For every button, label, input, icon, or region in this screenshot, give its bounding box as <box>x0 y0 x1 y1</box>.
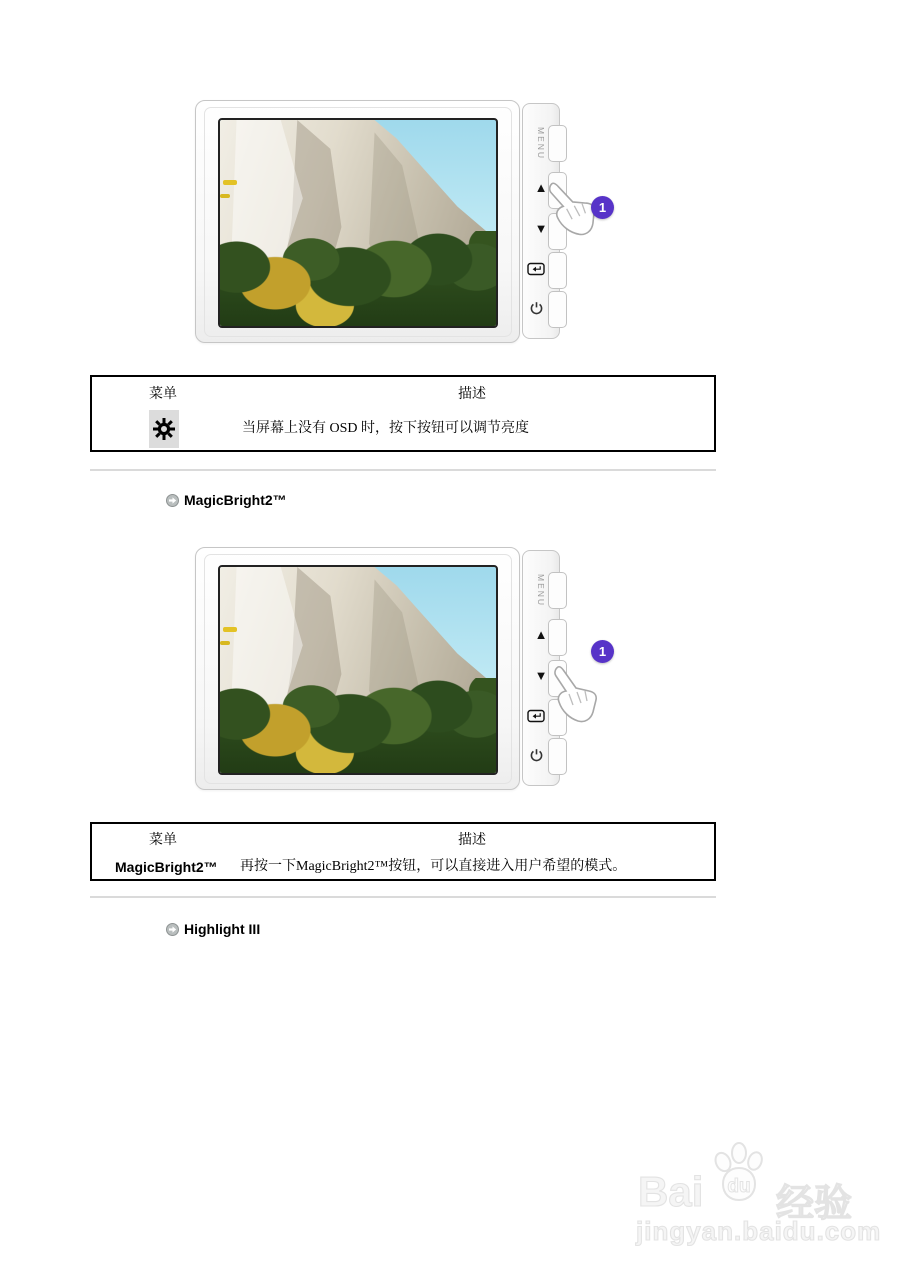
watermark-url: jingyan.baidu.com <box>636 1216 882 1246</box>
column-header-menu: 菜单 <box>149 387 177 402</box>
description-text: 当屏幕上没有 OSD 时，按下按钮可以调节亮度 <box>242 421 530 436</box>
down-arrow-icon: ▼ <box>534 668 548 683</box>
section-divider <box>90 896 716 898</box>
foliage-mark <box>223 180 237 185</box>
step-badge-1: 1 <box>591 196 614 219</box>
column-header-menu: 菜单 <box>149 833 177 848</box>
treeline <box>220 231 496 326</box>
menu-item-magicbright2: MagicBright2™ <box>115 859 218 875</box>
description-text: 再按一下MagicBright2™按钮，可以直接进入用户希望的模式。 <box>240 859 627 874</box>
power-button-tab <box>548 291 567 328</box>
brightness-icon-cell <box>149 410 179 448</box>
foliage-mark <box>220 641 230 645</box>
power-icon <box>529 301 544 316</box>
enter-button-tab <box>548 252 567 289</box>
up-arrow-icon: ▲ <box>534 180 548 195</box>
section-divider <box>90 469 716 471</box>
menu-description-table-2 <box>90 822 716 881</box>
down-arrow-icon: ▼ <box>534 221 548 236</box>
watermark-brand-text: Bai <box>638 1168 704 1215</box>
section-heading-label: Highlight III <box>184 921 261 937</box>
power-button-tab <box>548 738 567 775</box>
monitor-illustration-1 <box>195 100 635 352</box>
enter-icon <box>527 709 545 723</box>
menu-button-label: MENU <box>536 127 546 161</box>
column-header-description: 描述 <box>458 387 486 402</box>
section-heading-highlight3 <box>166 921 260 937</box>
foliage-mark <box>220 194 230 198</box>
monitor-screen-photo <box>218 118 498 328</box>
baidu-paw-icon <box>706 1142 772 1204</box>
step-badge-1: 1 <box>591 640 614 663</box>
monitor-screen-photo <box>218 565 498 775</box>
arrow-bullet-icon <box>166 923 179 936</box>
hand-pointer-icon <box>549 664 601 730</box>
menu-description-table-1 <box>90 375 716 452</box>
section-heading-label: MagicBright2™ <box>184 492 287 508</box>
treeline <box>220 678 496 773</box>
arrow-bullet-icon <box>166 494 179 507</box>
up-arrow-icon: ▲ <box>534 627 548 642</box>
menu-button-label: MENU <box>536 574 546 608</box>
brightness-sun-icon <box>152 417 176 441</box>
power-icon <box>529 748 544 763</box>
enter-icon <box>527 262 545 276</box>
monitor-illustration-2 <box>195 547 635 799</box>
section-heading-magicbright2 <box>166 492 287 508</box>
watermark-brand-cn: 经验 <box>776 1183 853 1225</box>
column-header-description: 描述 <box>458 833 486 848</box>
baidu-jingyan-watermark <box>636 1146 882 1250</box>
foliage-mark <box>223 627 237 632</box>
watermark-paw-text: du <box>727 1176 751 1197</box>
